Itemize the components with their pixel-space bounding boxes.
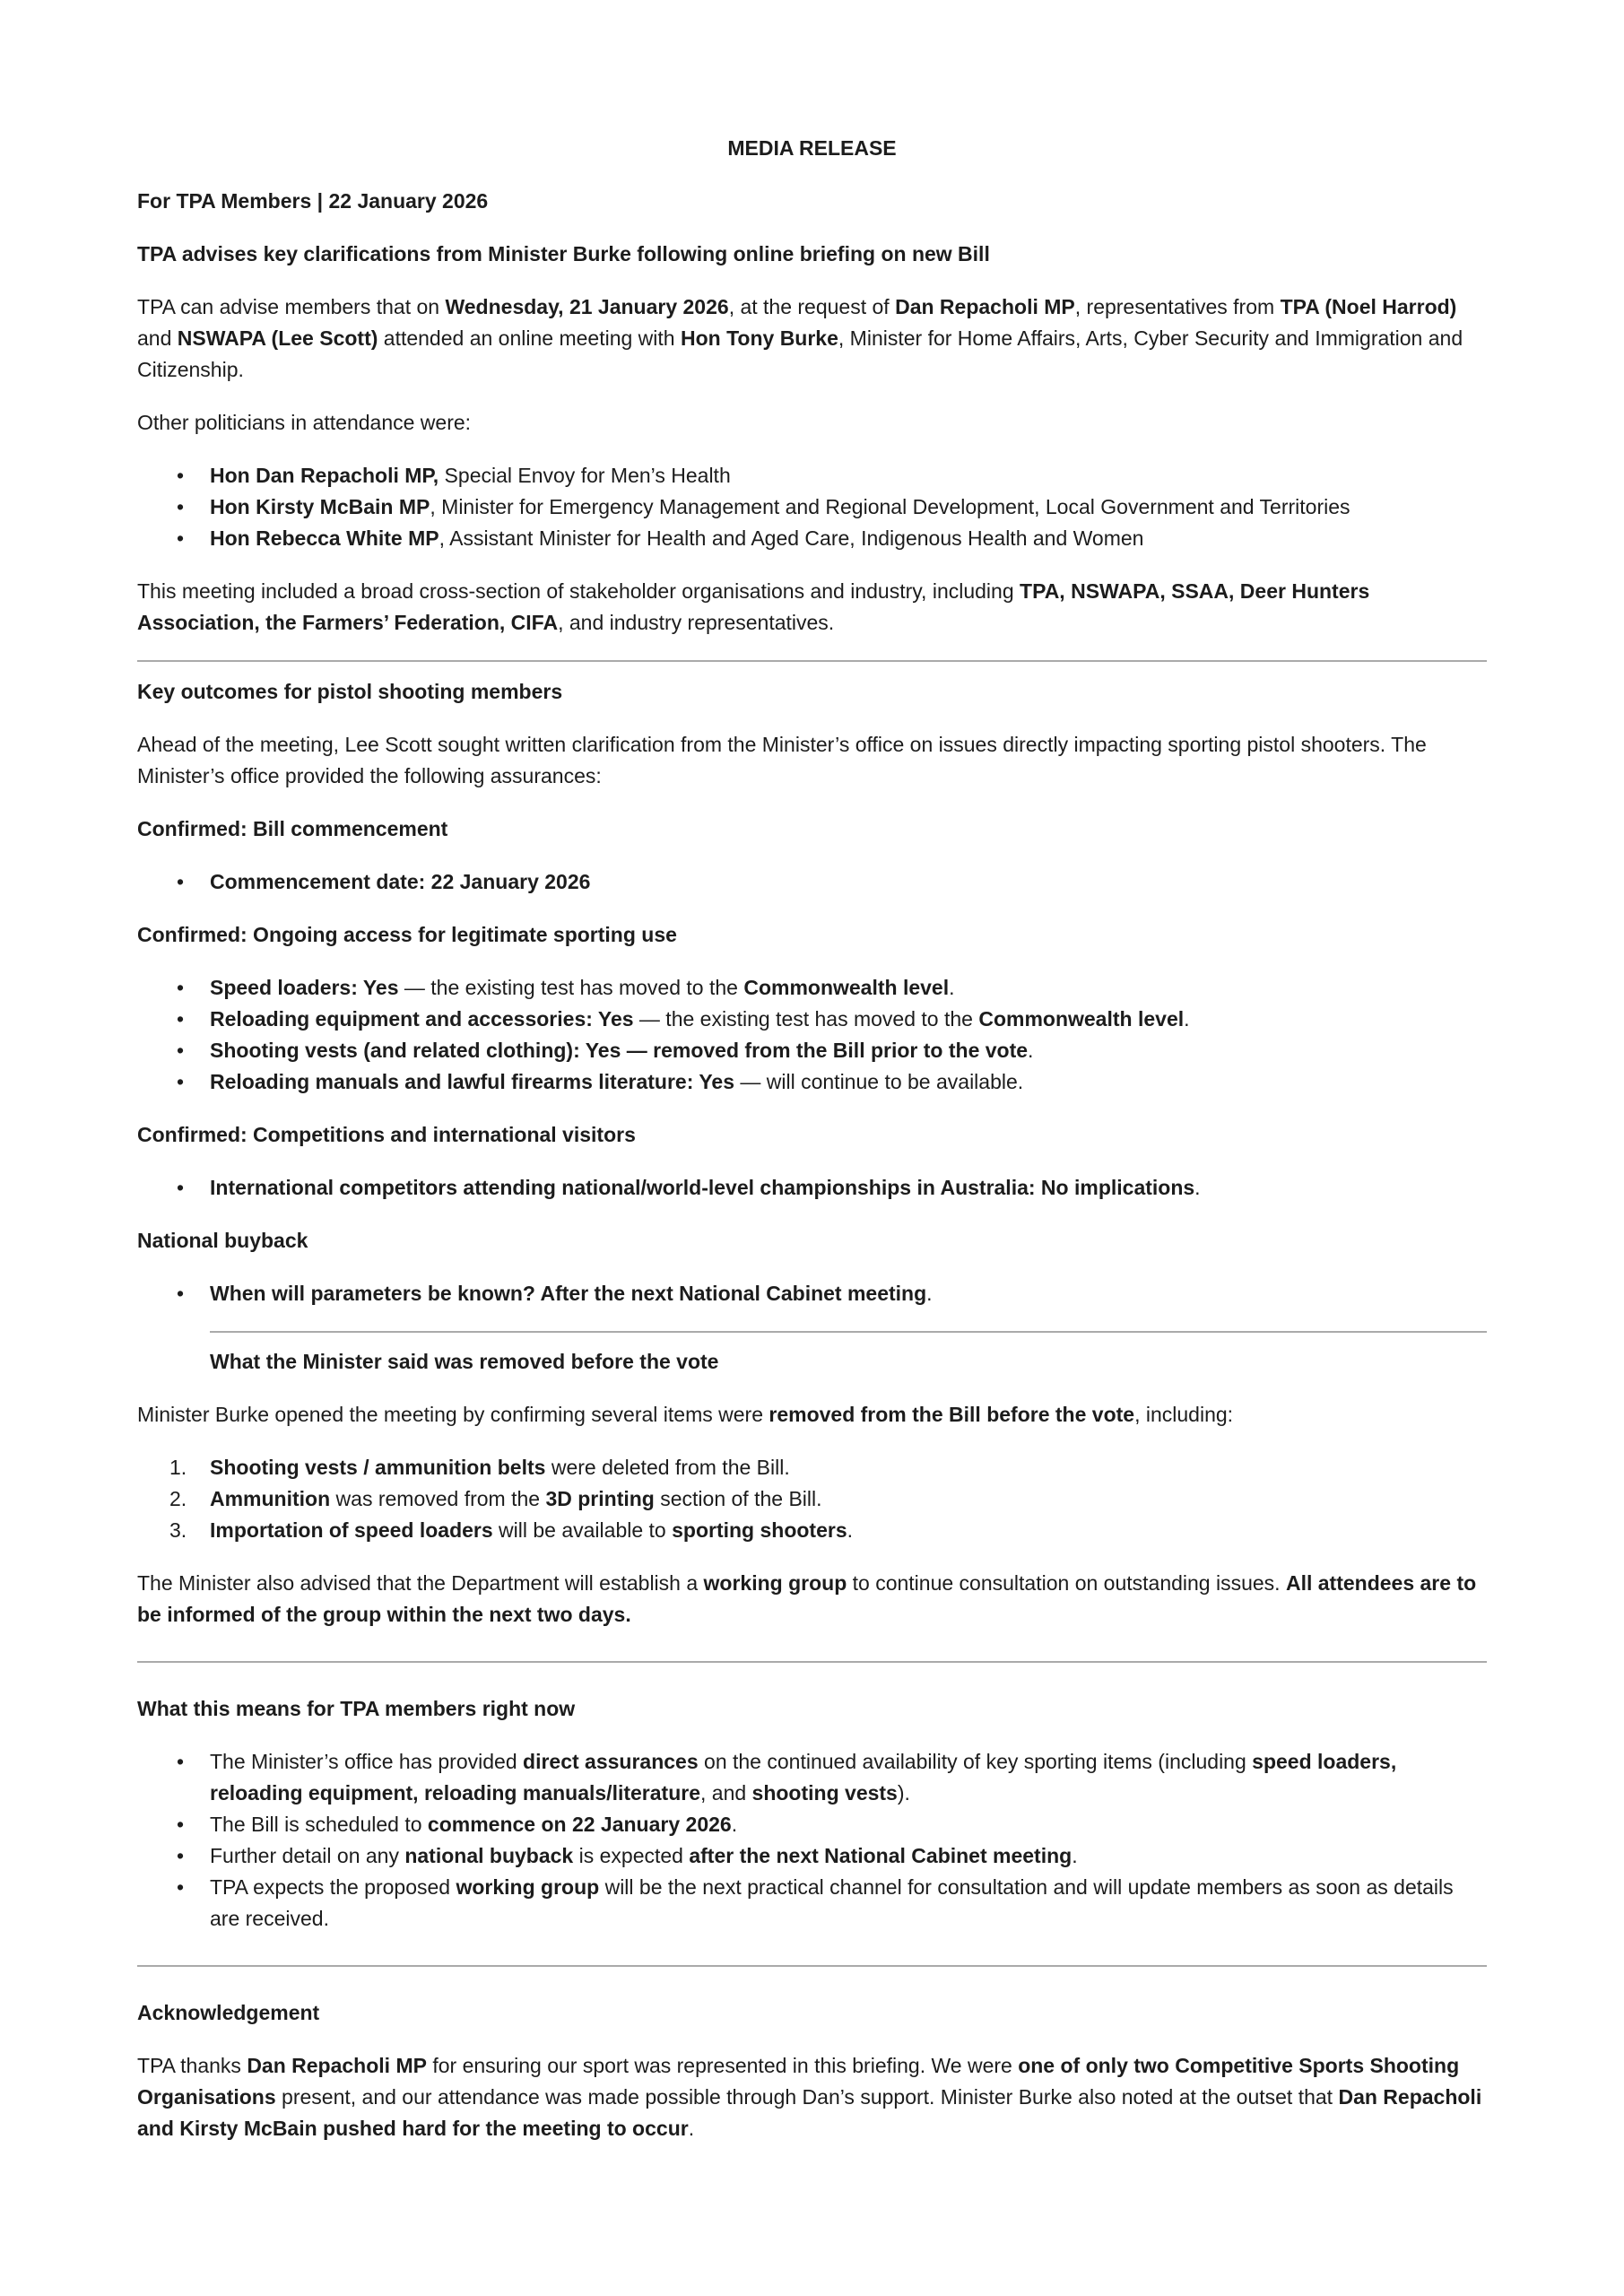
bullet-item (210, 1172, 1487, 1204)
section-heading (137, 1693, 1487, 1725)
bullet-list (137, 460, 1487, 554)
text-run-bold: When will parameters be known? After the next National Cabinet meeting (210, 1282, 927, 1305)
text-run-bold: What the Minister said was removed before the vote (210, 1350, 719, 1373)
paragraph (137, 291, 1487, 386)
paragraph (137, 186, 1487, 217)
text-run-bold: Dan Repacholi MP (247, 2054, 427, 2077)
text-run: . (847, 1518, 854, 1542)
text-run-bold: speed loaders, reloading equipment, reloading manuals/literature (210, 1750, 1397, 1805)
text-run-bold: after the next National Cabinet meeting (689, 1844, 1073, 1867)
paragraph (137, 729, 1487, 792)
bullet-item (210, 460, 1487, 491)
bullet-list (137, 1278, 1487, 1309)
text-run: , including: (1134, 1403, 1234, 1426)
text-run: . (1194, 1176, 1201, 1199)
document-content (137, 133, 1487, 2144)
text-run-bold: Importation of speed loaders (210, 1518, 493, 1542)
text-run: attended an online meeting with (378, 326, 681, 350)
text-run-bold: Commonwealth level (743, 976, 950, 999)
bullet-item (210, 1809, 1487, 1840)
text-run-bold: For TPA Members | 22 January 2026 (137, 189, 489, 213)
text-run: — the existing test has moved to the (633, 1007, 979, 1031)
section-heading (137, 813, 1487, 845)
text-run: , at the request of (728, 295, 896, 318)
text-run-bold: Confirmed: Ongoing access for legitimate sporting use (137, 923, 677, 946)
section-heading (137, 919, 1487, 951)
bullet-item (210, 1746, 1487, 1809)
text-run: Minister Burke opened the meeting by confirming several items were (137, 1403, 769, 1426)
text-run: , Assistant Minister for Health and Aged Care, Indigenous Health and Women (439, 526, 1144, 550)
numbered-item (210, 1452, 1487, 1483)
text-run-bold: commence on 22 January 2026 (427, 1813, 732, 1836)
section-heading (137, 1997, 1487, 2029)
bullet-item (210, 491, 1487, 523)
text-run: and (137, 326, 178, 350)
text-run: will be the next practical channel for consultation and will update members as soon as details are received. (210, 1875, 1454, 1930)
horizontal-rule (137, 1661, 1487, 1663)
text-run: , Minister for Emergency Management and Regional Development, Local Government and Territories (430, 495, 1350, 518)
text-run-bold: removed from the Bill before the vote (769, 1403, 1135, 1426)
text-run-bold: Speed loaders: Yes (210, 976, 399, 999)
text-run: to continue consultation on outstanding issues. (847, 1571, 1286, 1595)
paragraph (137, 1399, 1487, 1431)
text-run-bold: Reloading equipment and accessories: Yes (210, 1007, 634, 1031)
text-run: . (731, 1813, 738, 1836)
horizontal-rule (137, 660, 1487, 662)
text-run-bold: TPA advises key clarifications from Minister Burke following online briefing on new Bill (137, 242, 990, 265)
bullet-item (210, 866, 1487, 898)
section-heading (137, 676, 1487, 708)
bullet-list (137, 1172, 1487, 1204)
text-run: TPA expects the proposed (210, 1875, 456, 1899)
text-run-bold: MEDIA RELEASE (727, 136, 897, 160)
text-run-bold: What this means for TPA members right now (137, 1697, 576, 1720)
text-run-bold: Acknowledgement (137, 2001, 320, 2024)
text-run: ). (897, 1781, 910, 1805)
text-run: TPA can advise members that on (137, 295, 446, 318)
text-run: , and industry representatives. (558, 611, 835, 634)
text-run-bold: shooting vests (751, 1781, 898, 1805)
text-run-bold: Key outcomes for pistol shooting members (137, 680, 563, 703)
text-run-bold: direct assurances (523, 1750, 699, 1773)
text-run-bold: Reloading manuals and lawful firearms literature: Yes (210, 1070, 734, 1093)
text-run-bold: Shooting vests / ammunition belts (210, 1456, 546, 1479)
text-run: is expected (573, 1844, 690, 1867)
text-run-bold: TPA (Noel Harrod) (1280, 295, 1457, 318)
text-run: Other politicians in attendance were: (137, 411, 472, 434)
bullet-list (137, 866, 1487, 898)
text-run-bold: sporting shooters (672, 1518, 847, 1542)
bullet-item (210, 1840, 1487, 1872)
text-run-bold: one of only two Competitive Sports Shooting Organisations (137, 2054, 1460, 2109)
text-run-bold: working group (703, 1571, 847, 1595)
text-run-bold: Confirmed: Bill commencement (137, 817, 448, 840)
text-run-bold: national buyback (404, 1844, 574, 1867)
text-run-bold: Hon Tony Burke (680, 326, 838, 350)
text-run: — the existing test has moved to the (398, 976, 744, 999)
text-run-bold: Commonwealth level (978, 1007, 1185, 1031)
document-title (137, 133, 1487, 164)
text-run: . (926, 1282, 933, 1305)
text-run: The Minister also advised that the Department will establish a (137, 1571, 704, 1595)
text-run-bold: National buyback (137, 1229, 308, 1252)
bullet-list (137, 972, 1487, 1098)
text-run: — will continue to be available. (734, 1070, 1024, 1093)
bullet-item (210, 972, 1487, 1004)
text-run-bold: Commencement date: 22 January 2026 (210, 870, 591, 893)
text-run: , and (700, 1781, 752, 1805)
text-run-bold: International competitors attending national/world-level championships in Australia: No implications (210, 1176, 1195, 1199)
text-run: . (688, 2117, 695, 2140)
paragraph (137, 2050, 1487, 2144)
text-run: section of the Bill. (654, 1487, 822, 1510)
bullet-list (137, 1746, 1487, 1935)
text-run: , representatives from (1074, 295, 1281, 318)
paragraph (137, 407, 1487, 439)
text-run: TPA thanks (137, 2054, 248, 2077)
bullet-item (210, 1066, 1487, 1098)
text-run-bold: Confirmed: Competitions and international visitors (137, 1123, 636, 1146)
text-run: Special Envoy for Men’s Health (439, 464, 731, 487)
bullet-item (210, 1035, 1487, 1066)
text-run: . (1184, 1007, 1190, 1031)
bullet-item (210, 1004, 1487, 1035)
text-run-bold: Hon Rebecca White MP (210, 526, 439, 550)
text-run: for ensuring our sport was represented in this briefing. We were (426, 2054, 1019, 2077)
text-run-bold: All attendees are to be informed of the group within the next two days. (137, 1571, 1477, 1626)
text-run-bold: Dan Repacholi MP (895, 295, 1075, 318)
text-run: The Bill is scheduled to (210, 1813, 428, 1836)
paragraph (137, 239, 1487, 270)
text-run-bold: Dan Repacholi and Kirsty McBain pushed hard for the meeting to occur (137, 2085, 1482, 2140)
numbered-item (210, 1515, 1487, 1546)
text-run: present, and our attendance was made possible through Dan’s support. Minister Burke also noted at the outset that (275, 2085, 1339, 2109)
text-run: . (949, 976, 955, 999)
text-run-bold: Hon Kirsty McBain MP (210, 495, 430, 518)
paragraph (137, 1568, 1487, 1631)
text-run: , Minister for Home Affairs, Arts, Cyber Security and Immigration and Citizenship. (137, 326, 1463, 381)
paragraph (137, 576, 1487, 639)
horizontal-rule (137, 1965, 1487, 1967)
text-run: on the continued availability of key sporting items (including (698, 1750, 1253, 1773)
numbered-list (137, 1452, 1487, 1546)
text-run-bold: working group (456, 1875, 600, 1899)
text-run: was removed from the (330, 1487, 546, 1510)
text-run: . (1072, 1844, 1078, 1867)
section-heading (137, 1225, 1487, 1257)
text-run: will be available to (492, 1518, 673, 1542)
text-run: . (1028, 1039, 1034, 1062)
text-run-bold: Ammunition (210, 1487, 331, 1510)
text-run-bold: Wednesday, 21 January 2026 (445, 295, 729, 318)
text-run: Ahead of the meeting, Lee Scott sought written clarification from the Minister’s office on issues directly impacting sporting pistol shooters. The Minister’s office provided the following assurances: (137, 733, 1427, 787)
numbered-item (210, 1483, 1487, 1515)
bullet-item (210, 1872, 1487, 1935)
section-heading (210, 1346, 1487, 1378)
text-run: This meeting included a broad cross-section of stakeholder organisations and industry, including (137, 579, 1020, 603)
text-run-bold: NSWAPA (Lee Scott) (177, 326, 378, 350)
horizontal-rule (210, 1331, 1487, 1333)
text-run-bold: Shooting vests (and related clothing): Yes — removed from the Bill prior to the vote (210, 1039, 1029, 1062)
text-run-bold: Hon Dan Repacholi MP, (210, 464, 439, 487)
text-run: were deleted from the Bill. (545, 1456, 790, 1479)
bullet-item (210, 1278, 1487, 1309)
section-heading (137, 1119, 1487, 1151)
text-run: The Minister’s office has provided (210, 1750, 524, 1773)
text-run-bold: TPA, NSWAPA, SSAA, Deer Hunters Association, the Farmers’ Federation, CIFA (137, 579, 1370, 634)
bullet-item (210, 523, 1487, 554)
text-run-bold: 3D printing (545, 1487, 655, 1510)
text-run: Further detail on any (210, 1844, 405, 1867)
